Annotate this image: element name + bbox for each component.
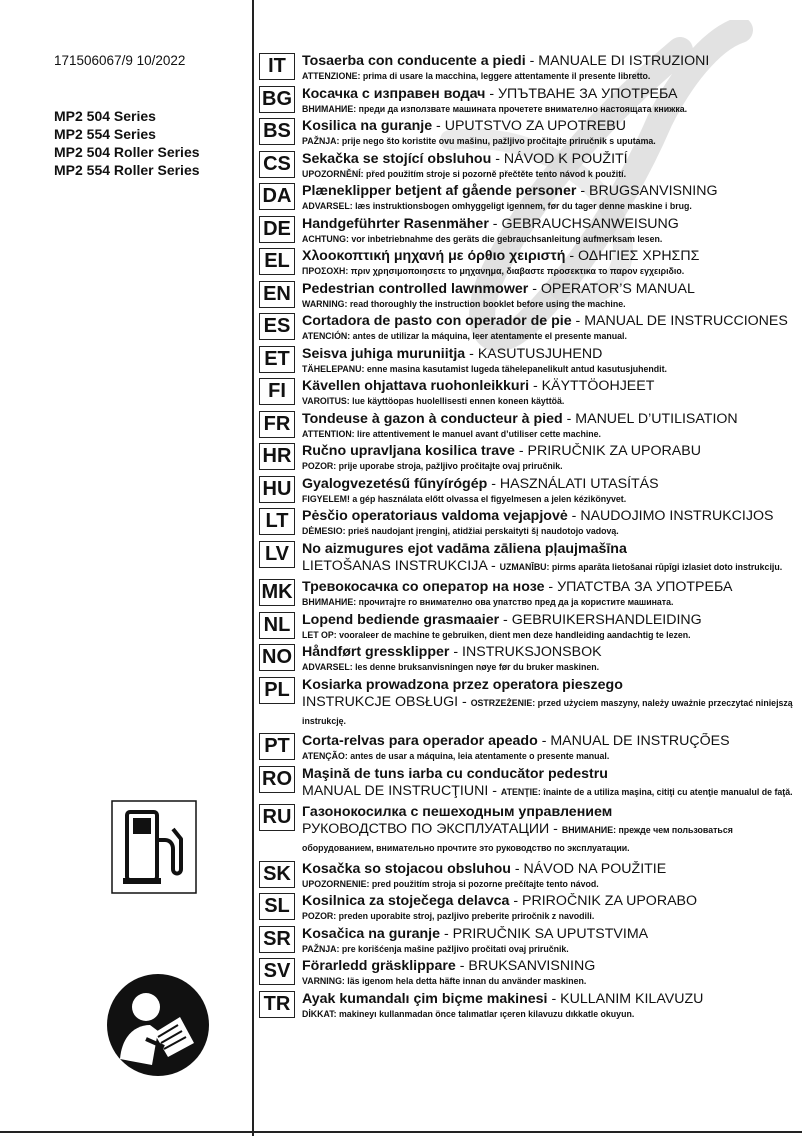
language-code: BG	[259, 86, 295, 113]
safety-warning: FIGYELEM! a gép használata előtt olvassa el figyelmesen a jelen kézikönyvet.	[302, 493, 627, 504]
language-code: IT	[259, 53, 295, 80]
machine-title: Cortadora de pasto con operador de pie	[302, 313, 572, 329]
manual-title: MANUAL DE INSTRUÇÕES	[550, 733, 730, 749]
safety-warning: PAŽNJA: pre korišćenja mašine pažljivo pročitati ovaj priručnik.	[302, 943, 569, 954]
manual-title: GEBRAUCHSANWEISUNG	[501, 215, 679, 232]
safety-warning: ADVARSEL: les denne bruksanvisningen nøye før du bruker maskinen.	[302, 662, 600, 672]
language-entry-hr: HR Ručno upravljana kosilica trave - PRIRUČNIK ZA UPORABU POZOR: prije uporabe stroja, pažljivo pročitajte ovaj priručnik.	[259, 443, 799, 472]
safety-warning: ADVARSEL: læs instruktionsbogen omhyggeligt igennem, før du tager denne maskine i brug.	[302, 201, 692, 211]
language-entry-ru: RU Газонокосилка с пешеходным управлением РУКОВОДСТВО ПО ЭКСПЛУАТАЦИИ - ВНИМАНИЕ: прежде чем пользоваться оборудованием, внимательно прочтите это руководство по эксплуатации.	[259, 804, 799, 857]
machine-title: Ayak kumandalı çim biçme makinesi	[302, 990, 548, 1007]
series-item: MP2 554 Roller Series	[54, 162, 200, 178]
safety-warning: ВНИМАНИЕ: преди да използвате машината прочетете внимателно настоящата книжка.	[302, 103, 688, 114]
language-entry-nl: NL Lopend bediende grasmaaier - GEBRUIKERSHANDLEIDING LET OP: vooraleer de machine te gebruiken, dient men deze handleiding aandachtig te lezen.	[259, 612, 799, 641]
safety-warning: ВНИМАНИЕ: прочитајте го внимателно ова упатство пред да ја користите машината.	[302, 597, 674, 607]
language-entry-mk: MK Тревокосачка со оператор на нозе - УПАТСТВА ЗА УПОТРЕБА ВНИМАНИЕ: прочитајте го внимателно ова упатство пред да ја користите машината.	[259, 579, 799, 608]
machine-title: Kosilica na guranje	[302, 118, 433, 134]
machine-title: Kosiarka prowadzona przez operatora pieszego	[302, 676, 623, 693]
language-code: NL	[259, 612, 295, 639]
manual-title: KÄYTTÖOHJEET	[541, 378, 655, 394]
machine-title: Maşină de tuns iarba cu conducător pedestru	[302, 765, 608, 782]
language-code: CS	[259, 151, 295, 178]
safety-warning: OSTRZEŻENIE: przed użyciem maszyny, należy uważnie przeczytać niniejszą instrukcję.	[302, 697, 793, 726]
manual-title: BRUKSANVISNING	[468, 958, 596, 974]
manual-title: PRIRUČNIK ZA UPORABU	[527, 443, 701, 459]
machine-title: Gyalogvezetésű fűnyírógép	[302, 475, 488, 492]
safety-warning: UZMANĪBU: pirms aparāta lietošanai rūpīgi izlasiet doto instrukciju.	[499, 561, 783, 572]
model-series-list	[54, 107, 200, 179]
fuel-pump-icon	[111, 800, 197, 894]
machine-title: Handgeführter Rasenmäher	[302, 215, 489, 232]
language-code: RO	[259, 766, 295, 793]
machine-title: Косачка с изправен водач	[302, 85, 486, 102]
machine-title: Lopend bediende grasmaaier	[302, 611, 500, 628]
machine-title: Förarledd gräsklippare	[302, 958, 456, 974]
series-item: MP2 504 Roller Series	[54, 144, 200, 160]
safety-warning: VARNING: läs igenom hela detta häfte innan du använder maskinen.	[302, 976, 587, 986]
language-code: HR	[259, 443, 295, 470]
safety-warning: DİKKAT: makineyı kullanmadan önce talımatlar ıçeren kilavuzu dıkkatle okuyun.	[302, 1008, 635, 1019]
language-entry-fi: FI Kävellen ohjattava ruohonleikkuri - KÄYTTÖOHJEET VAROITUS: lue käyttöopas huolellisesti ennen koneen käyttöä.	[259, 378, 799, 407]
language-code: EL	[259, 248, 295, 275]
manual-title: MANUALE DI ISTRUZIONI	[538, 53, 710, 69]
machine-title: Тревокосачка со оператор на нозе	[302, 579, 545, 595]
language-code: ET	[259, 346, 295, 373]
language-entry-bs: BS Kosilica na guranje - UPUTSTVO ZA UPOTREBU PAŽNJA: prije nego što koristite ovu mašinu, pažljivo pročitajte priručnik s uputama.	[259, 118, 799, 147]
language-code: DE	[259, 216, 295, 243]
safety-warning: POZOR: prije uporabe stroja, pažljivo pročitajte ovaj priručnik.	[302, 461, 563, 471]
safety-warning: ATENCIÓN: antes de utilizar la máquina, leer atentamente el presente manual.	[302, 331, 627, 341]
manual-title: MANUEL D’UTILISATION	[575, 410, 738, 427]
safety-warning: LET OP: vooraleer de machine te gebruiken, dient men deze handleiding aandachtig te lezen.	[302, 629, 691, 640]
machine-title: Pedestrian controlled lawnmower	[302, 280, 529, 297]
safety-warning: ATTENZIONE: prima di usare la macchina, leggere attentamente il presente libretto.	[302, 71, 651, 81]
vertical-divider	[252, 0, 254, 1136]
machine-title: Seisva juhiga muruniitja	[302, 345, 466, 362]
language-code: TR	[259, 991, 295, 1018]
document-number: 171506067/9 10/2022	[54, 53, 186, 68]
language-entry-sk: SK Kosačka so stojacou obsluhou - NÁVOD NA POUŽITIE UPOZORNENIE: pred použitím stroja si pozorne prečítajte tento návod.	[259, 861, 799, 890]
language-code: SK	[259, 861, 295, 888]
language-code: EN	[259, 281, 295, 308]
manual-title: UPUTSTVO ZA UPOTREBU	[444, 118, 627, 134]
language-entry-it: IT Tosaerba con conducente a piedi - MANUALE DI ISTRUZIONI ATTENZIONE: prima di usare la macchina, leggere attentamente il presente libretto.	[259, 53, 799, 82]
language-code: SL	[259, 893, 295, 920]
safety-warning: DĖMESIO: prieš naudojant įrenginį, atidžiai perskaityti šį naudotojo vadovą.	[302, 526, 619, 536]
series-item: MP2 554 Series	[54, 126, 156, 142]
language-entry-sr: SR Kosačica na guranje - PRIRUČNIK SA UPUTSTVIMA PAŽNJA: pre korišćenja mašine pažljivo pročitati ovaj priručnik.	[259, 926, 799, 955]
machine-title: Sekačka se stojící obsluhou	[302, 150, 492, 167]
language-entry-ro: RO Maşină de tuns iarba cu conducător pedestru MANUAL DE INSTRUCŢIUNI - ATENŢIE: înainte de a utiliza maşina, citiţi cu atenţie manualul de faţă.	[259, 766, 799, 801]
language-entry-es: ES Cortadora de pasto con operador de pie - MANUAL DE INSTRUCCIONES ATENCIÓN: antes de utilizar la máquina, leer atentamente el presente manual.	[259, 313, 799, 342]
machine-title: Plæneklipper betjent af gående personer	[302, 183, 577, 199]
machine-title: Håndført gressklipper	[302, 644, 450, 660]
machine-title: No aizmugures ejot vadāma zāliena pļaujmašīna	[302, 540, 627, 557]
machine-title: Kosilnica za stoječega delavca	[302, 893, 510, 909]
machine-title: Kosačica na guranje	[302, 925, 440, 942]
manual-title: MANUAL DE INSTRUCCIONES	[584, 313, 788, 329]
language-entry-en: EN Pedestrian controlled lawnmower - OPERATOR’S MANUAL WARNING: read thoroughly the instruction booklet before using the machine.	[259, 281, 799, 310]
machine-title: Газонокосилка с пешеходным управлением	[302, 804, 613, 820]
language-entry-bg: BG Косачка с изправен водач - УПЪТВАНЕ ЗА УПОТРЕБА ВНИМАНИЕ: преди да използвате машината прочетете внимателно настоящата книжка.	[259, 86, 799, 115]
manual-title: GEBRUIKERSHANDLEIDING	[511, 611, 702, 628]
language-code: DA	[259, 183, 295, 210]
language-code: LV	[259, 541, 295, 568]
manual-title: KASUTUSJUHEND	[477, 345, 603, 362]
manual-title: MANUAL DE INSTRUCŢIUNI	[302, 782, 489, 799]
safety-warning: ACHTUNG: vor inbetriebnahme des geräts die gebrauchsanleitung aufmerksam lesen.	[302, 233, 663, 244]
safety-warning: ATTENTION: lire attentivement le manuel avant d’utiliser cette machine.	[302, 428, 602, 439]
language-entry-pt: PT Corta-relvas para operador apeado - MANUAL DE INSTRUÇÕES ATENÇÃO: antes de usar a máquina, leia atentamente o presente manual.	[259, 733, 799, 762]
machine-title: Kosačka so stojacou obsluhou	[302, 860, 511, 877]
language-entry-tr: TR Ayak kumandalı çim biçme makinesi - KULLANIM KILAVUZU DİKKAT: makineyı kullanmadan önce talımatlar ıçeren kilavuzu dıkkatle okuyun.	[259, 991, 799, 1020]
safety-warning: ΠΡΟΣΟΧΗ: πριν χρησιμοποιησετε το μηχανημα, διαβαστε προσεκτικα το παρον εγχειριδιο.	[302, 266, 685, 276]
safety-warning: TÄHELEPANU: enne masina kasutamist lugeda tähelepanelikult antud kasutusjuhendit.	[302, 363, 667, 374]
language-code: FR	[259, 411, 295, 438]
language-entry-da: DA Plæneklipper betjent af gående personer - BRUGSANVISNING ADVARSEL: læs instruktionsbogen omhyggeligt igennem, før du tager denne maskine i brug.	[259, 183, 799, 212]
manual-title: РУКОВОДСТВО ПО ЭКСПЛУАТАЦИИ	[302, 821, 550, 837]
language-entry-sl: SL Kosilnica za stoječega delavca - PRIROČNIK ZA UPORABO POZOR: preden uporabite stroj, pazljivo preberite priročnik z navodili.	[259, 893, 799, 922]
language-entry-no: NO Håndført gressklipper - INSTRUKSJONSBOK ADVARSEL: les denne bruksanvisningen nøye før du bruker maskinen.	[259, 644, 799, 673]
safety-warning: VAROITUS: lue käyttöopas huolellisesti ennen koneen käyttöä.	[302, 396, 565, 406]
manual-title: HASZNÁLATI UTASÍTÁS	[499, 475, 659, 492]
read-manual-icon	[106, 973, 210, 1077]
language-entry-hu: HU Gyalogvezetésű fűnyírógép - HASZNÁLATI UTASÍTÁS FIGYELEM! a gép használata előtt olvassa el figyelmesen a jelen kézikönyvet.	[259, 476, 799, 505]
machine-title: Tondeuse à gazon à conducteur à pied	[302, 410, 563, 427]
language-entry-lt: LT Pėsčio operatoriaus valdoma vejapjovė - NAUDOJIMO INSTRUKCIJOS DĖMESIO: prieš naudojant įrenginį, atidžiai perskaityti šį naudotojo vadovą.	[259, 508, 799, 537]
language-entry-de: DE Handgeführter Rasenmäher - GEBRAUCHSANWEISUNG ACHTUNG: vor inbetriebnahme des geräts die gebrauchsanleitung aufmerksam lesen.	[259, 216, 799, 245]
machine-title: Χλοοκοπτική μηχανή με όρθιο χειριστή	[302, 248, 566, 264]
language-code: BS	[259, 118, 295, 145]
manual-title: PRIRUČNIK SA UPUTSTVIMA	[452, 925, 649, 942]
language-code: PT	[259, 733, 295, 760]
language-code: NO	[259, 644, 295, 671]
machine-title: Corta-relvas para operador apeado	[302, 733, 538, 749]
manual-title: NAUDOJIMO INSTRUKCIJOS	[580, 508, 774, 524]
manual-title: OPERATOR’S MANUAL	[540, 280, 695, 297]
language-code: HU	[259, 476, 295, 503]
manual-title: INSTRUKCJE OBSŁUGI	[302, 693, 459, 710]
manual-title: NÁVOD NA POUŽITIE	[523, 860, 667, 877]
manual-title: INSTRUKSJONSBOK	[462, 644, 602, 660]
safety-warning: PAŽNJA: prije nego što koristite ovu mašinu, pažljivo pročitajte priručnik s uputama.	[302, 136, 656, 146]
language-code: LT	[259, 508, 295, 535]
language-code: SV	[259, 958, 295, 985]
language-entry-sv: SV Förarledd gräsklippare - BRUKSANVISNING VARNING: läs igenom hela detta häfte innan du använder maskinen.	[259, 958, 799, 987]
manual-title: PRIROČNIK ZA UPORABO	[522, 893, 698, 909]
machine-title: Pėsčio operatoriaus valdoma vejapjovė	[302, 508, 568, 524]
safety-warning: POZOR: preden uporabite stroj, pazljivo preberite priročnik z navodili.	[302, 911, 595, 921]
safety-warning: ATENŢIE: înainte de a utiliza maşina, citiţi cu atenţie manualul de faţă.	[500, 786, 793, 797]
language-code: MK	[259, 579, 295, 606]
language-entry-pl: PL Kosiarka prowadzona przez operatora pieszego INSTRUKCJE OBSŁUGI - OSTRZEŻENIE: przed użyciem maszyny, należy uważnie przeczytać niniejszą instrukcję.	[259, 677, 799, 730]
manual-title: ΟΔΗΓΙΕΣ ΧΡΗΣΠΣ	[578, 248, 700, 264]
manual-title: BRUGSANVISNING	[588, 183, 718, 199]
safety-warning: WARNING: read thoroughly the instruction booklet before using the machine.	[302, 298, 626, 309]
language-entry-el: EL Χλοοκοπτική μηχανή με όρθιο χειριστή - ΟΔΗΓΙΕΣ ΧΡΗΣΠΣ ΠΡΟΣΟΧΗ: πριν χρησιμοποιησετε το μηχανημα, διαβαστε προσεκτικα το παρον εγχειριδιο.	[259, 248, 799, 277]
language-code: SR	[259, 926, 295, 953]
machine-title: Kävellen ohjattava ruohonleikkuri	[302, 378, 530, 394]
safety-warning: ATENÇÃO: antes de usar a máquina, leia atentamente o presente manual.	[302, 751, 610, 761]
language-code: PL	[259, 677, 295, 704]
language-entry-cs: CS Sekačka se stojící obsluhou - NÁVOD K POUŽITÍ UPOZORNĚNÍ: před použitím stroje si pozorně přečtěte tento návod k použití.	[259, 151, 799, 180]
safety-warning: UPOZORNENIE: pred použitím stroja si pozorne prečítajte tento návod.	[302, 878, 599, 889]
machine-title: Tosaerba con conducente a piedi	[302, 53, 526, 69]
series-item: MP2 504 Series	[54, 108, 156, 124]
language-entry-et: ET Seisva juhiga muruniitja - KASUTUSJUHEND TÄHELEPANU: enne masina kasutamist lugeda tähelepanelikult antud kasutusjuhendit.	[259, 346, 799, 375]
manual-title: NÁVOD K POUŽITÍ	[503, 150, 628, 167]
manual-title: KULLANIM KILAVUZU	[560, 990, 704, 1007]
language-entry-lv: LV No aizmugures ejot vadāma zāliena pļaujmašīna LIETOŠANAS INSTRUKCIJA - UZMANĪBU: pirms aparāta lietošanai rūpīgi izlasiet doto instrukciju.	[259, 541, 799, 576]
manual-title: УПЪТВАНЕ ЗА УПОТРЕБА	[497, 85, 678, 102]
language-code: FI	[259, 378, 295, 405]
safety-warning: ВНИМАНИЕ: прежде чем пользоваться оборудованием, внимательно прочтите это руководство по эксплуатации.	[302, 825, 733, 853]
bottom-rule	[0, 1131, 802, 1133]
language-list	[259, 53, 799, 1023]
safety-warning: UPOZORNĚNÍ: před použitím stroje si pozorně přečtěte tento návod k použití.	[302, 168, 627, 179]
language-code: ES	[259, 313, 295, 340]
manual-title: LIETOŠANAS INSTRUKCIJA	[302, 557, 488, 574]
manual-title: УПАТСТВА ЗА УПОТРЕБА	[557, 579, 733, 595]
machine-title: Ručno upravljana kosilica trave	[302, 443, 515, 459]
language-code: RU	[259, 804, 295, 831]
language-entry-fr: FR Tondeuse à gazon à conducteur à pied - MANUEL D’UTILISATION ATTENTION: lire attentivement le manuel avant d’utiliser cette machine.	[259, 411, 799, 440]
